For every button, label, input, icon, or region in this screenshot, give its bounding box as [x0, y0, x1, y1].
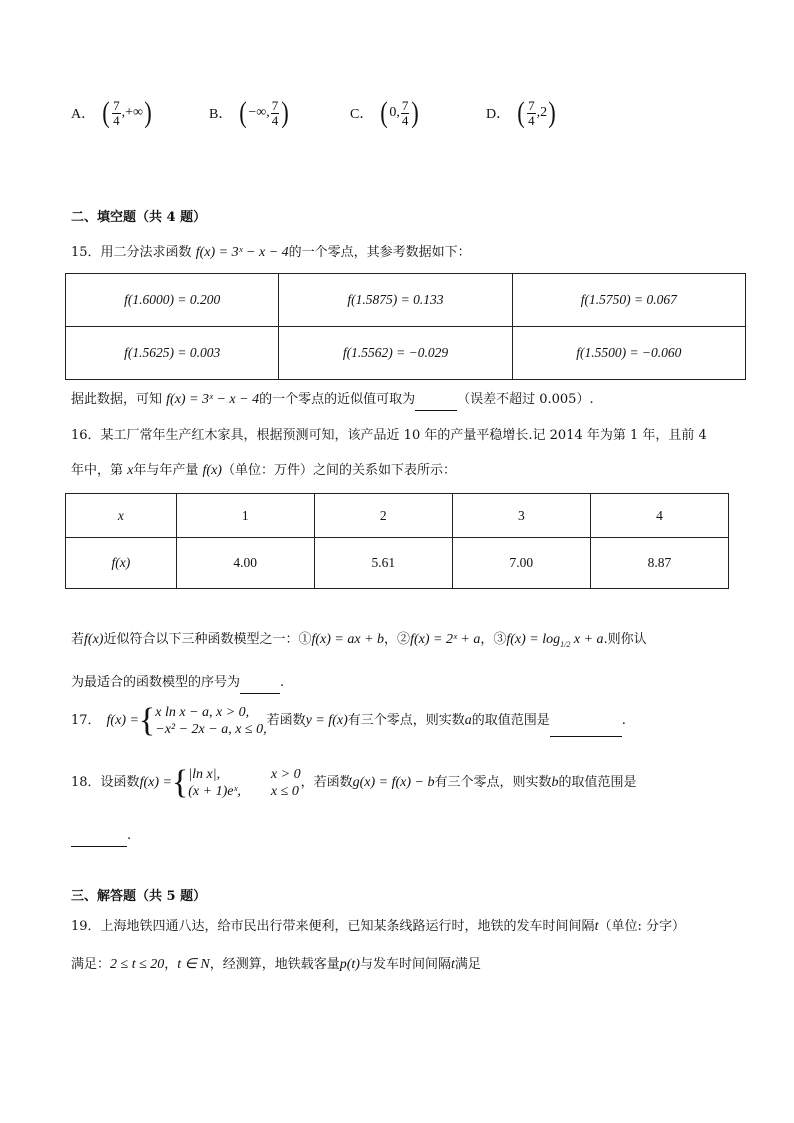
question-number: 16．	[71, 428, 101, 443]
table-cell: f(1.6000) = 0.200	[66, 274, 279, 327]
open-paren: (	[102, 96, 110, 129]
table-header-cell: 1	[176, 494, 314, 538]
table-cell: f(x)	[66, 538, 177, 589]
question-16-table	[65, 493, 729, 589]
question-number: 19．	[71, 919, 101, 934]
table-cell: f(1.5562) = −0.029	[279, 327, 512, 380]
answer-blank[interactable]	[415, 390, 457, 411]
piecewise-cases: x ln x − a, x > 0, −x² − 2x − a, x ≤ 0,	[155, 705, 267, 737]
question-19-line1: 19．上海地铁四通八达，给市民出行带来便利，已知某条线路运行时，地铁的发车时间间隔t（单位: 分字）	[71, 919, 685, 934]
question-15-stem: 15．用二分法求函数 f(x) = 3ˣ − x − 4的一个零点，其参考数据如下：	[71, 245, 471, 260]
option-d-rest: ,2	[536, 105, 548, 120]
table-header-cell: x	[66, 494, 177, 538]
option-c[interactable]	[350, 98, 420, 128]
table-cell: 8.87	[590, 538, 728, 589]
question-16-prompt: 为最适合的函数模型的序号为 .	[71, 673, 284, 694]
model-2: f(x) = 2ˣ + a	[410, 632, 481, 647]
table-cell: 4.00	[176, 538, 314, 589]
table-cell: f(1.5875) = 0.133	[279, 274, 512, 327]
option-c-letter: C．	[350, 107, 374, 122]
table-cell: f(1.5500) = −0.060	[512, 327, 745, 380]
answer-options	[71, 98, 711, 138]
function-expression: f(x) = 3ˣ − x − 4	[195, 245, 289, 260]
table-cell: f(1.5625) = 0.003	[66, 327, 279, 380]
fraction: $\frac{7}{4}$	[401, 97, 409, 128]
question-number: 15．	[71, 245, 101, 260]
option-d[interactable]	[486, 98, 557, 128]
fraction: $\frac{7}{4}$	[113, 97, 120, 128]
fraction: $\frac{7}{4}$	[271, 97, 279, 128]
option-a-letter: A．	[71, 107, 96, 122]
table-header-cell: 3	[452, 494, 590, 538]
open-paren: (	[517, 96, 525, 129]
close-paren: )	[548, 96, 556, 129]
table-header-cell: 2	[314, 494, 452, 538]
option-b-letter: B．	[209, 107, 233, 122]
question-15-table	[65, 273, 746, 380]
question-16-line1: 16．某工厂常年生产红木家具，根据预测可知，该产品近 10 年的产量平稳增长.记 2014 年为第 1 年，且前 4	[71, 428, 707, 443]
question-number: 18．	[71, 775, 101, 790]
piecewise-cases: |ln x|, x > 0 (x + 1)eˣ, x ≤ 0	[188, 767, 301, 799]
answer-blank[interactable]	[240, 673, 280, 694]
option-b[interactable]	[209, 98, 290, 128]
close-paren: )	[144, 96, 152, 129]
open-paren: (	[239, 96, 248, 129]
option-b-pre: −∞,	[248, 105, 270, 120]
option-a[interactable]	[71, 98, 153, 128]
answer-blank[interactable]	[71, 826, 127, 847]
option-a-rest: ,+∞	[121, 105, 144, 120]
table-header-cell: 4	[590, 494, 728, 538]
table-cell: f(1.5750) = 0.067	[512, 274, 745, 327]
close-paren: )	[281, 96, 289, 129]
section-fill-in-title: 二、填空题（共 4 题）	[71, 210, 207, 225]
close-paren: )	[411, 96, 420, 129]
fraction: $\frac{7}{4}$	[528, 97, 535, 128]
question-16-line2: 年中，第 x年与年产量 f(x)（单位：万件）之间的关系如下表所示：	[71, 463, 456, 478]
question-18-blank-line: .	[71, 826, 131, 847]
question-18: 18． 设函数 f(x) = { |ln x|, x > 0 (x + 1)eˣ, x ≤ 0 ，若函数 g(x) = f(x) − b 有三个零点，则实数 b 的取值范围是	[71, 764, 637, 801]
question-number: 17．	[71, 713, 101, 728]
function-expression: f(x) = 3ˣ − x − 4	[166, 392, 260, 407]
option-d-letter: D．	[486, 107, 511, 122]
question-17: 17． f(x) = { x ln x − a, x > 0, −x² − 2x − a, x ≤ 0, 若函数 y = f(x) 有三个零点，则实数 a 的取值范围是 .	[71, 702, 626, 739]
model-1: f(x) = ax + b	[311, 632, 385, 647]
piecewise-brace: {	[138, 702, 156, 739]
piecewise-brace: {	[171, 764, 189, 801]
question-16-models: 若f(x)近似符合以下三种函数模型之一：①f(x) = ax + b，②f(x) = 2ˣ + a，③f(x) = $\log_{1/2} x + a$.则你认	[71, 632, 647, 649]
option-c-pre: 0,	[389, 105, 400, 120]
model-3: $f(x) = \log_{1/2} x + a$	[506, 632, 604, 649]
open-paren: (	[380, 96, 389, 129]
question-19-line2: 满足：2 ≤ t ≤ 20，t ∈ N，经测算，地铁载客量p(t)与发车时间间隔t满足	[71, 957, 481, 972]
answer-blank[interactable]	[550, 716, 622, 737]
section-solve-title: 三、解答题（共 5 题）	[71, 889, 207, 904]
question-15-prompt: 据此数据，可知 f(x) = 3ˣ − x − 4的一个零点的近似值可取为 （误差不超过 0.005）.	[71, 390, 594, 411]
table-cell: 7.00	[452, 538, 590, 589]
table-cell: 5.61	[314, 538, 452, 589]
